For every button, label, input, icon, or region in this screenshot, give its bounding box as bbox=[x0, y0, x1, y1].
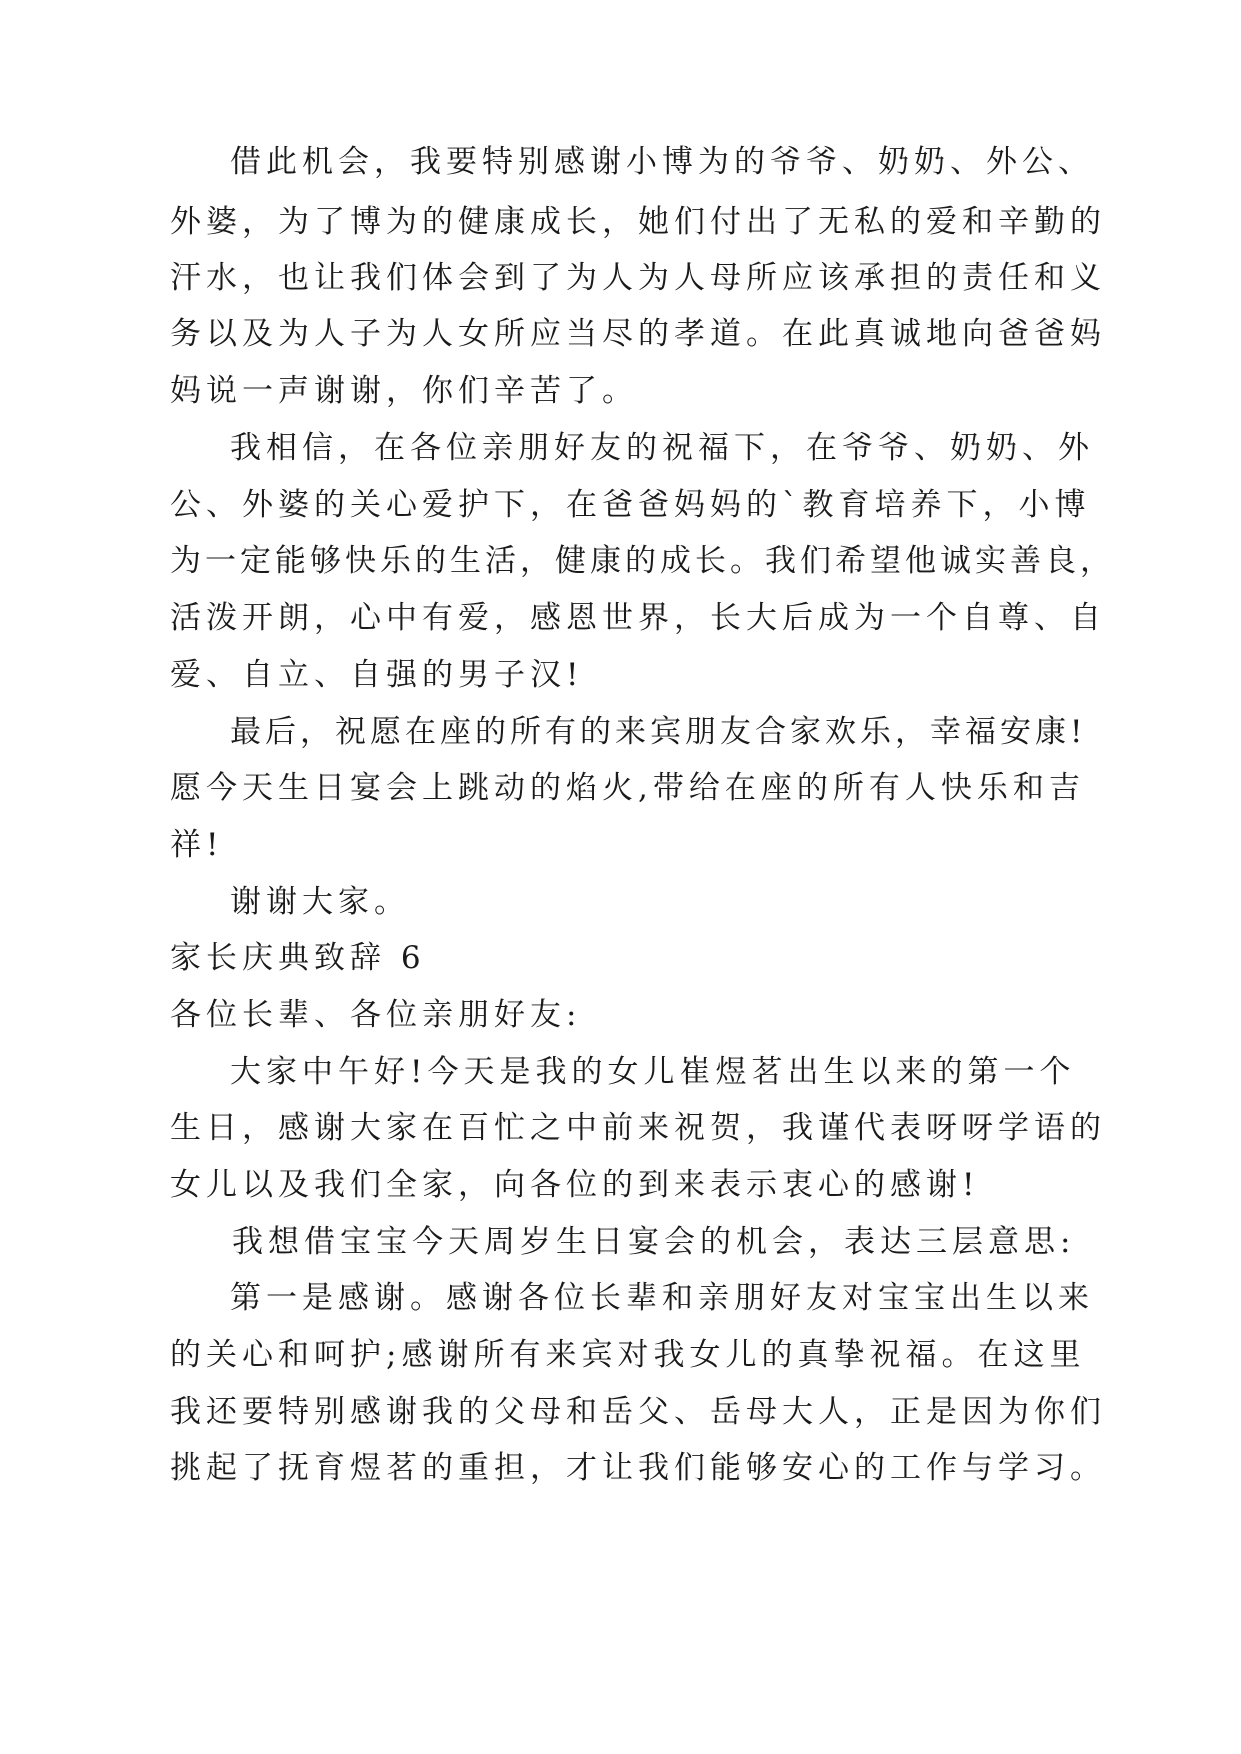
text-line: 挑起了抚育煜茗的重担，才让我们能够安心的工作与学习。 bbox=[170, 1450, 1106, 1486]
text-line: 爱、自立、自强的男子汉! bbox=[170, 657, 584, 693]
text-line: 愿今天生日宴会上跳动的焰火,带给在座的所有人快乐和吉 bbox=[170, 770, 1085, 806]
text-line: 为一定能够快乐的生活，健康的成长。我们希望他诚实善良， bbox=[170, 543, 1115, 579]
text-line: 活泼开朗，心中有爱，感恩世界，长大后成为一个自尊、自 bbox=[170, 600, 1106, 636]
text-line: 女儿以及我们全家，向各位的到来表示衷心的感谢! bbox=[170, 1167, 980, 1203]
text-line: 谢谢大家。 bbox=[230, 884, 410, 920]
salutation: 各位长辈、各位亲朋好友: bbox=[170, 997, 582, 1033]
text-line: 我还要特别感谢我的父母和岳父、岳母大人，正是因为你们 bbox=[170, 1394, 1106, 1430]
text-line: 生日，感谢大家在百忙之中前来祝贺，我谨代表呀呀学语的 bbox=[170, 1110, 1106, 1146]
text-line: 借此机会，我要特别感谢小博为的爷爷、奶奶、外公、 bbox=[230, 144, 1094, 180]
text-line: 务以及为人子为人女所应当尽的孝道。在此真诚地向爸爸妈 bbox=[170, 316, 1106, 352]
text-line: 公、外婆的关心爱护下，在爸爸妈妈的`教育培养下，小博 bbox=[170, 487, 1091, 523]
text-line: 的关心和呵护;感谢所有来宾对我女儿的真挚祝福。在这里 bbox=[170, 1337, 1086, 1373]
text-line: 第一是感谢。感谢各位长辈和亲朋好友对宝宝出生以来 bbox=[230, 1280, 1094, 1316]
section-heading: 家长庆典致辞 6 bbox=[170, 940, 426, 976]
text-line: 大家中午好!今天是我的女儿崔煜茗出生以来的第一个 bbox=[230, 1054, 1076, 1090]
text-line: 妈说一声谢谢，你们辛苦了。 bbox=[170, 373, 638, 409]
text-line: 我想借宝宝今天周岁生日宴会的机会，表达三层意思: bbox=[232, 1224, 1076, 1260]
text-line: 祥! bbox=[170, 827, 224, 863]
text-line: 我相信，在各位亲朋好友的祝福下，在爷爷、奶奶、外 bbox=[230, 430, 1094, 466]
text-line: 汗水，也让我们体会到了为人为人母所应该承担的责任和义 bbox=[170, 260, 1106, 296]
text-line: 最后，祝愿在座的所有的来宾朋友合家欢乐，幸福安康! bbox=[230, 714, 1087, 750]
text-line: 外婆，为了博为的健康成长，她们付出了无私的爱和辛勤的 bbox=[170, 204, 1106, 240]
